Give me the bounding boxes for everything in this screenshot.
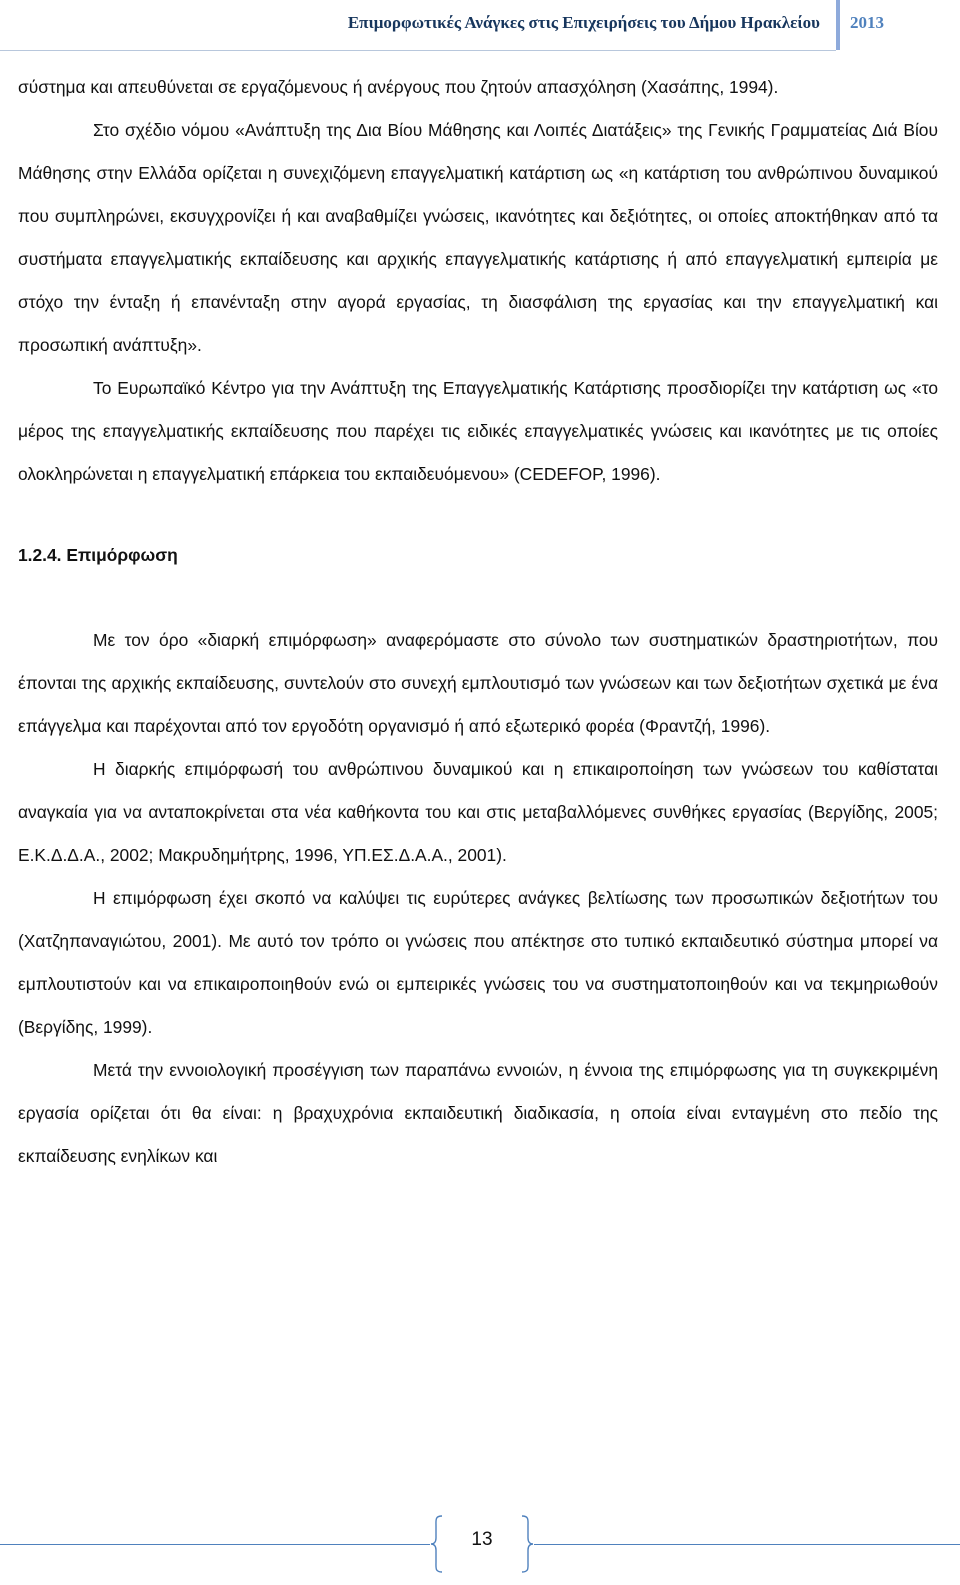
spacer: [18, 577, 938, 619]
left-brace-icon: [430, 1514, 444, 1574]
page-footer: [0, 1510, 960, 1585]
paragraph-4: Με τον όρο «διαρκή επιμόρφωση» αναφερόμαστε στο σύνολο των συστηματικών δραστηριοτήτων, που έπονται της αρχικής εκπαίδευσης, συντελούν στο συνεχή εμπλουτισμό των γνώσεων και των δεξιοτήτων σχετικά με ένα επάγγελμα και παρέχονται από τον εργοδότη οργανισμό ή από εξωτερικό φορέα (Φραντζή, 1996).: [18, 630, 938, 736]
paragraph-1: σύστημα και απευθύνεται σε εργαζόμενους ή ανέργους που ζητούν απασχόληση (Χασάπης, 1994).: [18, 77, 779, 97]
footer-rule-right: [534, 1544, 960, 1545]
paragraph-2: Στο σχέδιο νόμου «Ανάπτυξη της Δια Βίου Μάθησης και Λοιπές Διατάξεις» της Γενικής Γραμματείας Διά Βίου Μάθησης στην Ελλάδα ορίζεται η συνεχιζόμενη επαγγελματική κατάρτιση ως «η κατάρτιση του ανθρώπινου δυναμικού που συμπληρώνει, εκσυγχρονίζει ή και αναβαθμίζει γνώσεις, ικανότητες και δεξιότητες, οι οποίες αποκτήθηκαν από τα συστήματα επαγγελματικής εκπαίδευσης και αρχικής επαγγελματικής κατάρτισης ή από επαγγελματική εμπειρία με στόχο την ένταξη ή επανένταξη στην αγορά εργασίας, τη διασφάλιση της εργασίας και την επαγγελματική και προσωπική ανάπτυξη».: [18, 120, 938, 355]
paragraph-6: Η επιμόρφωση έχει σκοπό να καλύψει τις ευρύτερες ανάγκες βελτίωσης των προσωπικών δεξιοτήτων του (Χατζηπαναγιώτου, 2001). Με αυτό τον τρόπο οι γνώσεις που απέκτησε στο τυπικό εκπαιδευτικό σύστημα μπορεί να εμπλουτιστούν και να επικαιροποιηθούν ενώ οι εμπειρικές γνώσεις του να συστηματοποιηθούν και να τεκμηριωθούν (Βεργίδης, 1999).: [18, 888, 938, 1037]
section-heading: 1.2.4. Επιμόρφωση: [18, 545, 178, 565]
spacer: [18, 496, 938, 534]
page-header: [0, 0, 960, 48]
footer-rule-left: [0, 1544, 430, 1545]
header-year: 2013: [850, 13, 884, 32]
header-title: Επιμορφωτικές Ανάγκες στις Επιχειρήσεις του Δήμου Ηρακλείου: [347, 13, 820, 32]
paragraph-7: Μετά την εννοιολογική προσέγγιση των παραπάνω εννοιών, η έννοια της επιμόρφωσης για τη συγκεκριμένη εργασία ορίζεται ότι θα είναι: η βραχυχρόνια εκπαιδευτική διαδικασία, η οποία είναι ενταγμένη στο πεδίο της εκπαίδευσης ενηλίκων και: [18, 1060, 938, 1166]
header-divider: [836, 0, 840, 50]
body-text: [18, 66, 938, 1178]
page-number: 13: [471, 1529, 493, 1550]
paragraph-3: Το Ευρωπαϊκό Κέντρο για την Ανάπτυξη της Επαγγελματικής Κατάρτισης προσδιορίζει την κατάρτιση ως «το μέρος της επαγγελματικής εκπαίδευσης που παρέχει τις ειδικές επαγγελματικές γνώσεις και ικανότητες με τις οποίες ολοκληρώνεται η επαγγελματική επάρκεια του εκπαιδευόμενου» (CEDEFOP, 1996).: [18, 378, 938, 484]
header-rule: [0, 50, 836, 51]
right-brace-icon: [520, 1514, 534, 1574]
paragraph-5: Η διαρκής επιμόρφωσή του ανθρώπινου δυναμικού και η επικαιροποίηση των γνώσεων του καθίσταται αναγκαία για να ανταποκρίνεται στα νέα καθήκοντα του και στις μεταβαλλόμενες συνθήκες εργασίας (Βεργίδης, 2005; Ε.Κ.Δ.Δ.Α., 2002; Μακρυδημήτρης, 1996, ΥΠ.ΕΣ.Δ.Α.Α., 2001).: [18, 759, 938, 865]
